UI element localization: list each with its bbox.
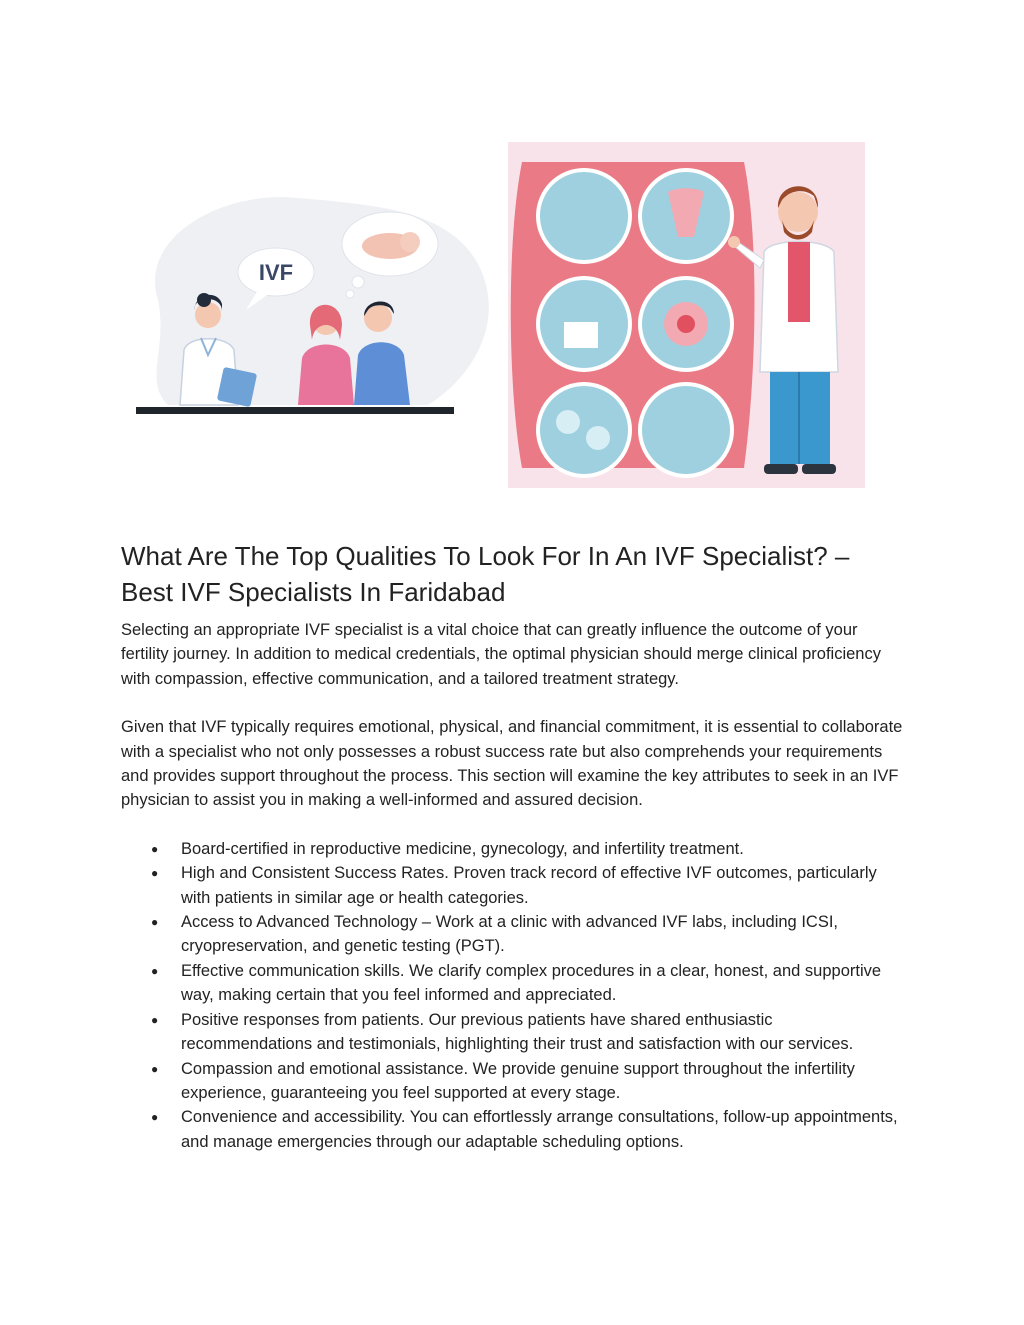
list-item [121,861,906,910]
list-item [121,1057,906,1106]
list-item-text: Convenience and accessibility. You can effortlessly arrange consultations, follow-up appointments, and manage emergencies through our adaptable scheduling options. [181,1108,898,1151]
list-item [121,910,906,959]
ivf-doctor-illustration [508,142,865,488]
clipboard-icon [217,367,257,407]
title-line-1: What Are The Top Qualities To Look For In An IVF Specialist? – [121,541,850,571]
bullet-icon: ● [151,841,159,856]
list-item-text: Positive responses from patients. Our previous patients have shared enthusiastic recommendations and testimonials, highlighting their trust and satisfaction with our services. [181,1010,854,1054]
intro-paragraph-1: Selecting an appropriate IVF specialist is a vital choice that can greatly influence the outcome of your fertility journey. In addition to medical credentials, the optimal physician should merge clinical proficiency with compassion, effective communication, and a tailored treatment strategy. [121,621,881,688]
bullet-icon: ● [151,963,159,978]
bullet-icon: ● [151,866,159,881]
table [136,407,454,414]
bullet-icon: ● [151,1061,159,1076]
bullet-icon: ● [151,915,159,930]
list-item-text: Access to Advanced Technology – Work at a clinic with advanced IVF labs, including ICSI, cryopreservation, and genetic testing (PGT). [181,913,838,956]
bullet-icon: ● [151,1012,159,1027]
man-body [354,342,410,405]
title-line-2: Best IVF Specialists In Faridabad [121,577,506,607]
article [121,538,906,1154]
bullet-icon: ● [151,1110,159,1125]
woman-body [298,345,354,406]
article-title [121,538,906,610]
intro-paragraph-2: Given that IVF typically requires emotional, physical, and financial commitment, it is essential to collaborate with a specialist who not only possesses a robust success rate but also comprehends your requirements and provides support throughout the process. This section will examine the key attributes to seek in an IVF physician to assist you in making a well-informed and assured decision. [121,718,903,810]
list-item-text: Board-certified in reproductive medicine, gynecology, and infertility treatment. [181,839,744,858]
list-item [121,1105,906,1154]
list-item-text: Effective communication skills. We clarify complex procedures in a clear, honest, and supportive way, making certain that you feel informed and appreciated. [181,961,882,1005]
list-item-text: High and Consistent Success Rates. Proven track record of effective IVF outcomes, particularly with patients in similar age or health categories. [181,864,877,907]
list-item [121,837,906,861]
list-item [121,959,906,1008]
list-item [121,1008,906,1057]
consultation-illustration [128,180,493,425]
doctor-head [195,302,221,328]
qualities-list [121,837,906,1154]
ivf-bubble-text: IVF [258,260,294,285]
list-item-text: Compassion and emotional assistance. We provide genuine support throughout the infertility experience, guaranteeing you feel supported at every stage. [181,1059,855,1102]
